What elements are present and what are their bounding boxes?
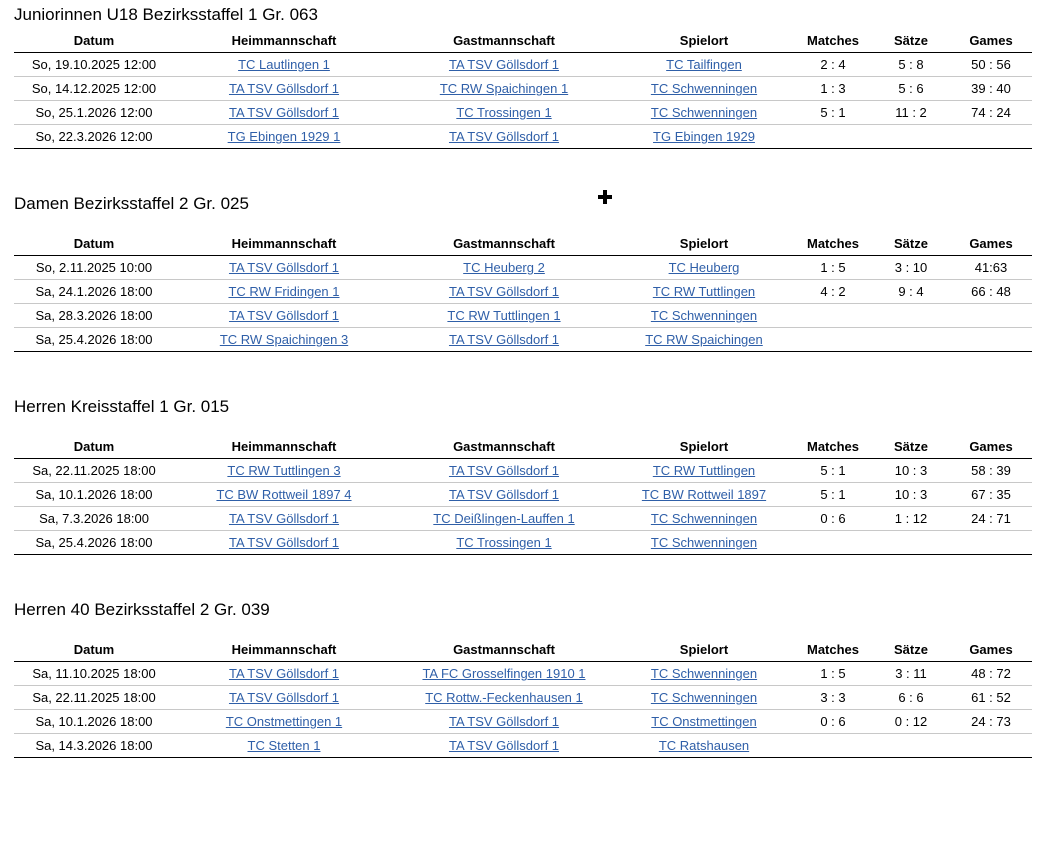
cell-date: So, 22.3.2026 12:00 <box>14 125 174 149</box>
cell-away <box>394 483 614 507</box>
cell-sets <box>872 734 950 758</box>
away-team-link[interactable]: TA TSV Göllsdorf 1 <box>448 332 560 347</box>
table-row <box>14 256 1032 280</box>
cell-sets: 9 : 4 <box>872 280 950 304</box>
cell-home <box>174 101 394 125</box>
cell-venue <box>614 280 794 304</box>
cell-date: Sa, 28.3.2026 18:00 <box>14 304 174 328</box>
cell-sets: 5 : 6 <box>872 77 950 101</box>
table-row <box>14 459 1032 483</box>
column-header-saetze: Sätze <box>872 233 950 256</box>
cell-date: Sa, 25.4.2026 18:00 <box>14 531 174 555</box>
cell-matches: 3 : 3 <box>794 686 872 710</box>
cell-date: So, 19.10.2025 12:00 <box>14 53 174 77</box>
cell-venue <box>614 304 794 328</box>
cell-venue <box>614 256 794 280</box>
home-team-link[interactable]: TA TSV Göllsdorf 1 <box>228 308 340 323</box>
venue-link[interactable]: TC Onstmettingen <box>651 714 757 729</box>
cell-away <box>394 77 614 101</box>
cell-venue <box>614 483 794 507</box>
venue-link[interactable]: TC RW Tuttlingen <box>652 284 756 299</box>
home-team-link[interactable]: TA TSV Göllsdorf 1 <box>228 105 340 120</box>
cell-home <box>174 304 394 328</box>
table-row <box>14 686 1032 710</box>
cell-venue <box>614 662 794 686</box>
venue-link[interactable]: TC Ratshausen <box>658 738 750 753</box>
home-team-link[interactable]: TG Ebingen 1929 1 <box>227 129 341 144</box>
cell-matches: 5 : 1 <box>794 483 872 507</box>
section-title: Herren 40 Bezirksstaffel 2 Gr. 039 <box>14 600 270 619</box>
home-team-link[interactable]: TC Onstmettingen 1 <box>225 714 343 729</box>
cell-date: So, 2.11.2025 10:00 <box>14 256 174 280</box>
home-team-link[interactable]: TA TSV Göllsdorf 1 <box>228 511 340 526</box>
venue-link[interactable]: TC Schwenningen <box>650 690 758 705</box>
table-row <box>14 328 1032 352</box>
cell-away <box>394 686 614 710</box>
section-juniorinnen-u18 <box>0 0 1045 149</box>
cell-venue <box>614 328 794 352</box>
cell-date: So, 25.1.2026 12:00 <box>14 101 174 125</box>
column-header-spielort: Spielort <box>614 30 794 53</box>
away-team-link[interactable]: TC RW Tuttlingen 1 <box>447 308 561 323</box>
cell-home <box>174 531 394 555</box>
cell-venue <box>614 710 794 734</box>
cell-matches: 5 : 1 <box>794 459 872 483</box>
cell-matches <box>794 125 872 149</box>
table-row <box>14 710 1032 734</box>
cell-venue <box>614 77 794 101</box>
cell-games: 24 : 73 <box>950 710 1032 734</box>
cell-matches: 4 : 2 <box>794 280 872 304</box>
table-row <box>14 531 1032 555</box>
schedule-table <box>14 436 1032 555</box>
venue-link[interactable]: TG Ebingen 1929 <box>653 129 755 144</box>
cell-away <box>394 531 614 555</box>
venue-link[interactable]: TC Schwenningen <box>650 535 758 550</box>
table-row <box>14 507 1032 531</box>
schedule-table <box>14 639 1032 758</box>
column-header-games: Games <box>950 639 1032 662</box>
cell-games: 67 : 35 <box>950 483 1032 507</box>
cell-away <box>394 256 614 280</box>
cell-matches: 0 : 6 <box>794 710 872 734</box>
away-team-link[interactable]: TA TSV Göllsdorf 1 <box>448 284 560 299</box>
column-header-saetze: Sätze <box>872 30 950 53</box>
venue-link[interactable]: TC RW Spaichingen <box>645 332 763 347</box>
table-header-row <box>14 30 1032 53</box>
home-team-link[interactable]: TA TSV Göllsdorf 1 <box>228 690 340 705</box>
cell-sets: 3 : 11 <box>872 662 950 686</box>
away-team-link[interactable]: TA TSV Göllsdorf 1 <box>448 487 560 502</box>
column-header-games: Games <box>950 436 1032 459</box>
cell-games: 50 : 56 <box>950 53 1032 77</box>
cell-away <box>394 662 614 686</box>
cell-games: 41:63 <box>950 256 1032 280</box>
section-herren-40-bezirksstaffel-2 <box>0 595 1045 758</box>
cell-matches <box>794 304 872 328</box>
away-team-link[interactable]: TC RW Spaichingen 1 <box>439 81 569 96</box>
table-row <box>14 483 1032 507</box>
section-spacer <box>0 149 1045 189</box>
column-header-heimmannschaft: Heimmannschaft <box>174 30 394 53</box>
cell-home <box>174 53 394 77</box>
column-header-heimmannschaft: Heimmannschaft <box>174 639 394 662</box>
cell-home <box>174 125 394 149</box>
cell-date: Sa, 10.1.2026 18:00 <box>14 710 174 734</box>
cell-sets: 0 : 12 <box>872 710 950 734</box>
title-table-gap <box>0 422 1045 436</box>
away-team-link[interactable]: TC Rottw.-Feckenhausen 1 <box>425 690 583 705</box>
cell-home <box>174 710 394 734</box>
home-team-link[interactable]: TA TSV Göllsdorf 1 <box>228 260 340 275</box>
cell-date: Sa, 22.11.2025 18:00 <box>14 686 174 710</box>
section-title: Herren Kreisstaffel 1 Gr. 015 <box>14 397 230 416</box>
cell-games <box>950 304 1032 328</box>
cell-away <box>394 53 614 77</box>
cell-venue <box>614 101 794 125</box>
venue-link[interactable]: TC Schwenningen <box>650 105 758 120</box>
away-team-link[interactable]: TA TSV Göllsdorf 1 <box>448 738 560 753</box>
column-header-matches: Matches <box>794 233 872 256</box>
column-header-datum: Datum <box>14 233 174 256</box>
column-header-heimmannschaft: Heimmannschaft <box>174 233 394 256</box>
cell-date: Sa, 11.10.2025 18:00 <box>14 662 174 686</box>
column-header-gastmannschaft: Gastmannschaft <box>394 639 614 662</box>
cell-games <box>950 125 1032 149</box>
column-header-datum: Datum <box>14 436 174 459</box>
cell-home <box>174 686 394 710</box>
column-header-games: Games <box>950 30 1032 53</box>
cell-games: 48 : 72 <box>950 662 1032 686</box>
table-row <box>14 101 1032 125</box>
table-header-row <box>14 436 1032 459</box>
cell-venue <box>614 734 794 758</box>
cell-away <box>394 734 614 758</box>
cell-home <box>174 507 394 531</box>
column-header-saetze: Sätze <box>872 639 950 662</box>
venue-link[interactable]: TC Tailfingen <box>666 57 742 72</box>
cell-sets: 10 : 3 <box>872 483 950 507</box>
cell-matches <box>794 734 872 758</box>
venue-link[interactable]: TC Schwenningen <box>650 666 758 681</box>
section-damen-bezirksstaffel-2 <box>0 189 1045 352</box>
cell-home <box>174 662 394 686</box>
cell-home <box>174 459 394 483</box>
section-spacer <box>0 555 1045 595</box>
cell-home <box>174 734 394 758</box>
cell-away <box>394 304 614 328</box>
cell-games <box>950 734 1032 758</box>
cell-sets: 11 : 2 <box>872 101 950 125</box>
away-team-link[interactable]: TC Heuberg 2 <box>463 260 545 275</box>
table-header-row <box>14 639 1032 662</box>
cell-venue <box>614 531 794 555</box>
cell-home <box>174 77 394 101</box>
title-table-gap <box>0 625 1045 639</box>
cell-sets: 3 : 10 <box>872 256 950 280</box>
venue-link[interactable]: TC Schwenningen <box>650 308 758 323</box>
section-herren-kreisstaffel-1 <box>0 392 1045 555</box>
section-title: Juniorinnen U18 Bezirksstaffel 1 Gr. 063 <box>14 5 318 24</box>
home-team-link[interactable]: TC RW Fridingen 1 <box>228 284 340 299</box>
cell-home <box>174 328 394 352</box>
home-team-link[interactable]: TA TSV Göllsdorf 1 <box>228 81 340 96</box>
home-team-link[interactable]: TC Stetten 1 <box>247 738 321 753</box>
column-header-spielort: Spielort <box>614 233 794 256</box>
cell-matches <box>794 328 872 352</box>
venue-link[interactable]: TC Heuberg <box>668 260 740 275</box>
title-table-gap <box>0 219 1045 233</box>
table-header-row <box>14 233 1032 256</box>
cell-away <box>394 507 614 531</box>
cell-games: 61 : 52 <box>950 686 1032 710</box>
column-header-saetze: Sätze <box>872 436 950 459</box>
column-header-gastmannschaft: Gastmannschaft <box>394 30 614 53</box>
cell-away <box>394 101 614 125</box>
column-header-datum: Datum <box>14 30 174 53</box>
column-header-spielort: Spielort <box>614 436 794 459</box>
cell-away <box>394 280 614 304</box>
cell-date: Sa, 25.4.2026 18:00 <box>14 328 174 352</box>
cell-date: Sa, 7.3.2026 18:00 <box>14 507 174 531</box>
column-header-gastmannschaft: Gastmannschaft <box>394 233 614 256</box>
cell-games: 24 : 71 <box>950 507 1032 531</box>
cell-date: Sa, 24.1.2026 18:00 <box>14 280 174 304</box>
cell-away <box>394 328 614 352</box>
cell-venue <box>614 53 794 77</box>
cell-date: Sa, 10.1.2026 18:00 <box>14 483 174 507</box>
cell-matches <box>794 531 872 555</box>
schedule-table <box>14 233 1032 352</box>
cell-sets <box>872 328 950 352</box>
column-header-gastmannschaft: Gastmannschaft <box>394 436 614 459</box>
away-team-link[interactable]: TA TSV Göllsdorf 1 <box>448 714 560 729</box>
column-header-heimmannschaft: Heimmannschaft <box>174 436 394 459</box>
cell-date: Sa, 14.3.2026 18:00 <box>14 734 174 758</box>
cell-matches: 5 : 1 <box>794 101 872 125</box>
column-header-matches: Matches <box>794 639 872 662</box>
cell-games: 58 : 39 <box>950 459 1032 483</box>
cell-away <box>394 710 614 734</box>
cell-games: 74 : 24 <box>950 101 1032 125</box>
home-team-link[interactable]: TA TSV Göllsdorf 1 <box>228 666 340 681</box>
cell-away <box>394 125 614 149</box>
cell-sets: 1 : 12 <box>872 507 950 531</box>
table-row <box>14 662 1032 686</box>
away-team-link[interactable]: TA TSV Göllsdorf 1 <box>448 57 560 72</box>
cell-games: 66 : 48 <box>950 280 1032 304</box>
cell-games <box>950 328 1032 352</box>
table-row <box>14 77 1032 101</box>
cell-matches: 2 : 4 <box>794 53 872 77</box>
cell-sets <box>872 531 950 555</box>
cell-home <box>174 280 394 304</box>
cell-home <box>174 483 394 507</box>
column-header-matches: Matches <box>794 436 872 459</box>
table-row <box>14 280 1032 304</box>
cell-sets: 10 : 3 <box>872 459 950 483</box>
column-header-spielort: Spielort <box>614 639 794 662</box>
cell-sets <box>872 125 950 149</box>
table-row <box>14 734 1032 758</box>
venue-link[interactable]: TC Schwenningen <box>650 81 758 96</box>
cell-sets: 5 : 8 <box>872 53 950 77</box>
cell-sets <box>872 304 950 328</box>
home-team-link[interactable]: TC RW Spaichingen 3 <box>219 332 349 347</box>
column-header-datum: Datum <box>14 639 174 662</box>
home-team-link[interactable]: TC Lautlingen 1 <box>238 57 330 72</box>
away-team-link[interactable]: TA TSV Göllsdorf 1 <box>448 463 560 478</box>
cell-games: 39 : 40 <box>950 77 1032 101</box>
section-title: Damen Bezirksstaffel 2 Gr. 025 <box>14 194 249 213</box>
away-team-link[interactable]: TA TSV Göllsdorf 1 <box>448 129 560 144</box>
column-header-games: Games <box>950 233 1032 256</box>
section-spacer <box>0 352 1045 392</box>
away-team-link[interactable]: TC Deißlingen-Lauffen 1 <box>433 511 575 526</box>
venue-link[interactable]: TC BW Rottweil 1897 <box>641 487 767 502</box>
venue-link[interactable]: TC Schwenningen <box>650 511 758 526</box>
table-row <box>14 53 1032 77</box>
home-team-link[interactable]: TA TSV Göllsdorf 1 <box>228 535 340 550</box>
away-team-link[interactable]: TC Trossingen 1 <box>456 535 552 550</box>
cell-date: So, 14.12.2025 12:00 <box>14 77 174 101</box>
table-row <box>14 125 1032 149</box>
cell-venue <box>614 686 794 710</box>
cell-away <box>394 459 614 483</box>
column-header-matches: Matches <box>794 30 872 53</box>
away-team-link[interactable]: TC Trossingen 1 <box>456 105 552 120</box>
cell-matches: 1 : 5 <box>794 256 872 280</box>
cell-sets: 6 : 6 <box>872 686 950 710</box>
cell-home <box>174 256 394 280</box>
cell-date: Sa, 22.11.2025 18:00 <box>14 459 174 483</box>
cell-venue <box>614 507 794 531</box>
cell-matches: 0 : 6 <box>794 507 872 531</box>
away-team-link[interactable]: TA FC Grosselfingen 1910 1 <box>422 666 586 681</box>
home-team-link[interactable]: TC RW Tuttlingen 3 <box>227 463 341 478</box>
cell-matches: 1 : 3 <box>794 77 872 101</box>
cell-venue <box>614 125 794 149</box>
cell-venue <box>614 459 794 483</box>
cell-matches: 1 : 5 <box>794 662 872 686</box>
home-team-link[interactable]: TC BW Rottweil 1897 4 <box>216 487 352 502</box>
cell-games <box>950 531 1032 555</box>
table-row <box>14 304 1032 328</box>
schedule-table <box>14 30 1032 149</box>
venue-link[interactable]: TC RW Tuttlingen <box>652 463 756 478</box>
